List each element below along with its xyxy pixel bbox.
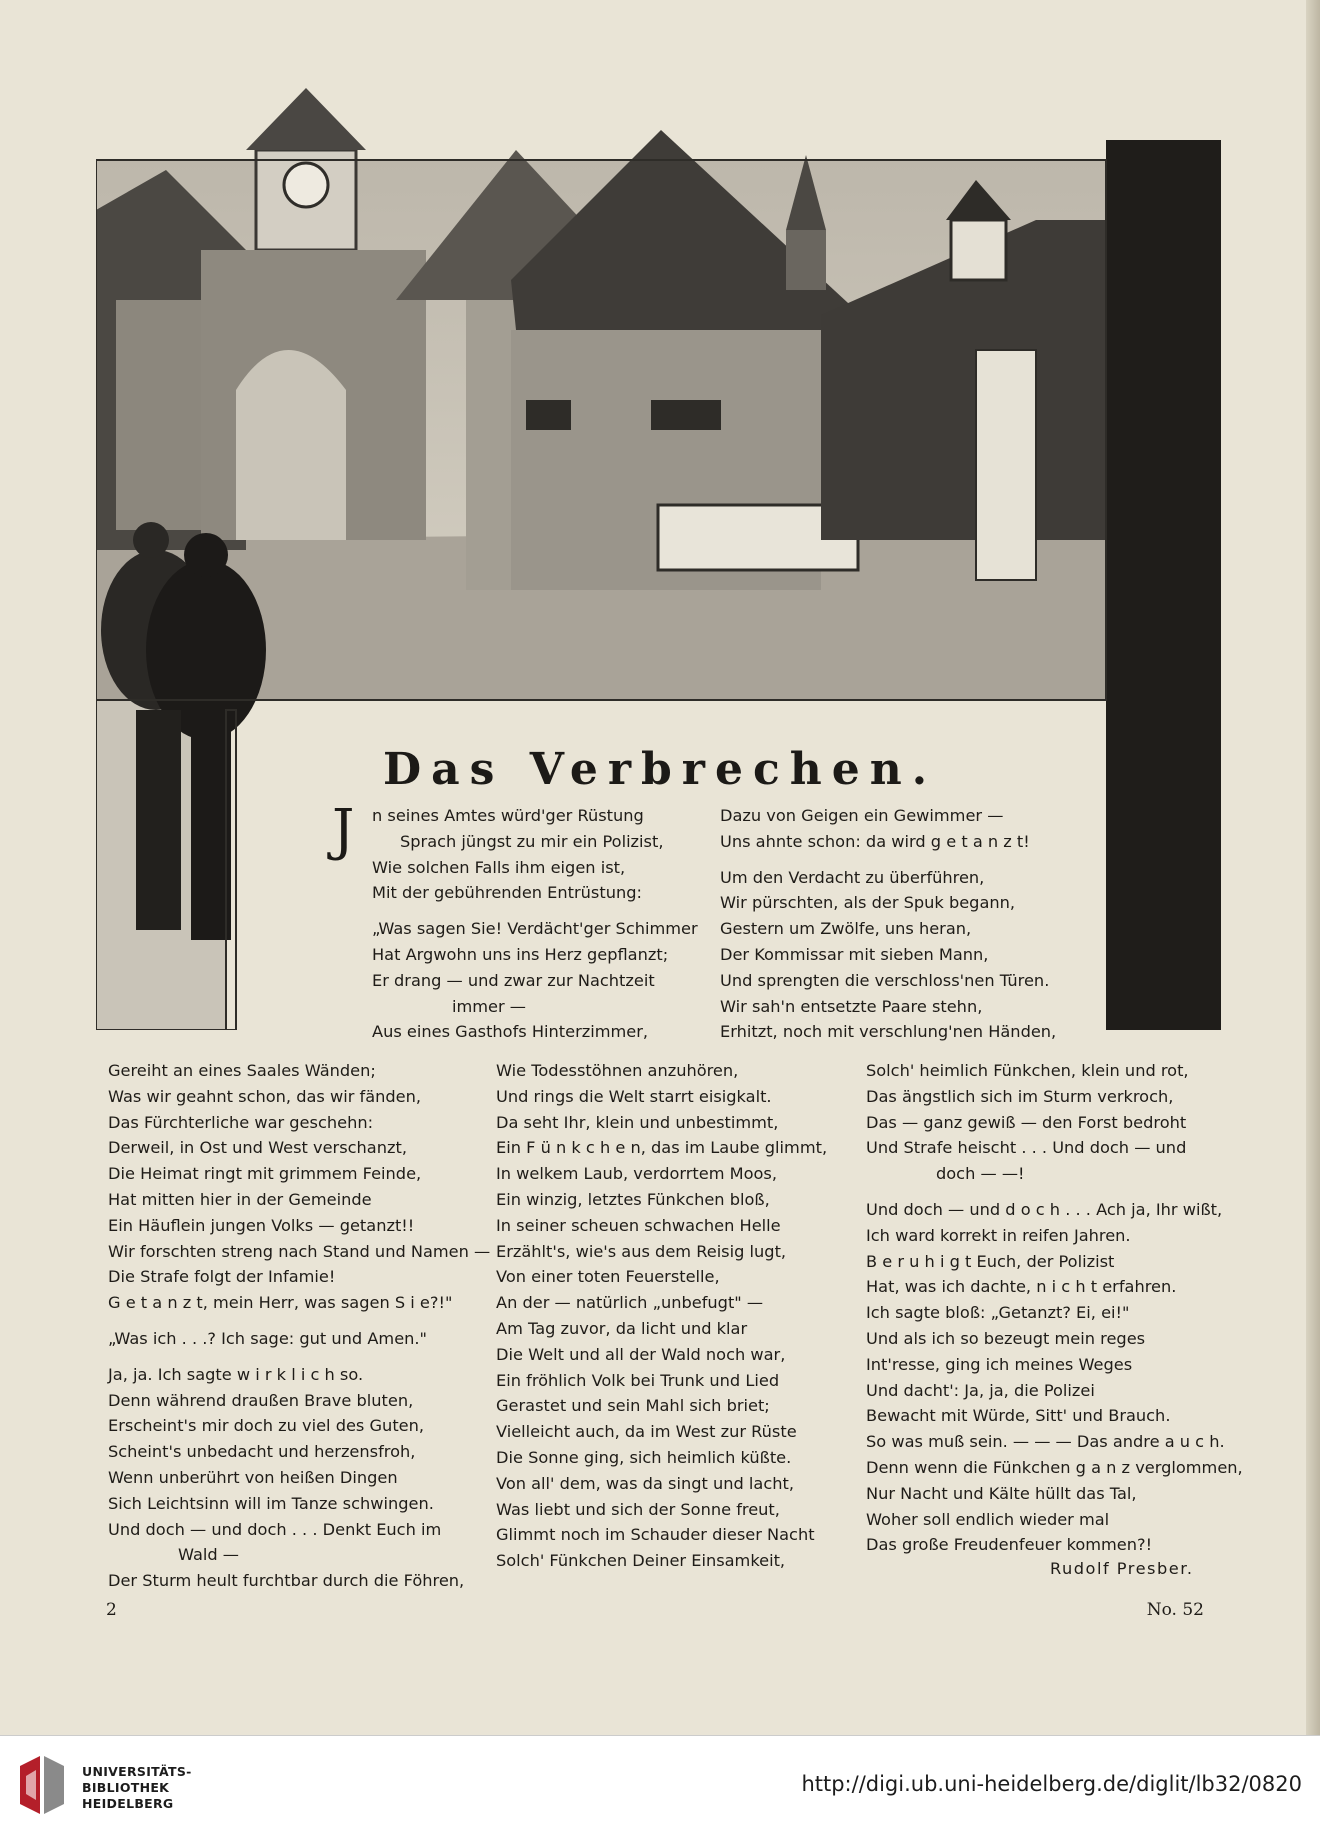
- poem-line: Die Welt und all der Wald noch war,: [496, 1344, 786, 1364]
- poem-top-left-column: [372, 803, 698, 1045]
- poem-line: Wir pürschten, als der Spuk begann,: [720, 893, 1016, 913]
- poem-line: Die Sonne ging, sich heimlich küßte.: [496, 1447, 792, 1467]
- poem-line: Sprach jüngst zu mir ein Polizist,: [400, 831, 664, 851]
- poem-line: Was wir geahnt schon, das wir fänden,: [108, 1086, 422, 1106]
- author-signature: Rudolf Presber.: [1050, 1559, 1194, 1578]
- poem-column-2: [496, 1058, 827, 1574]
- poem-title: Das Verbrechen.: [382, 744, 938, 795]
- poem-line: Wie Todesstöhnen anzuhören,: [496, 1061, 739, 1080]
- poem-line: Sich Leichtsinn will im Tanze schwingen.: [108, 1493, 434, 1513]
- poem-line: Der Kommissar mit sieben Mann,: [720, 944, 989, 964]
- poem-line: Von einer toten Feuerstelle,: [496, 1267, 720, 1287]
- poem-line: Das — ganz gewiß — den Forst bedroht: [866, 1112, 1187, 1132]
- poem-line: Aus eines Gasthofs Hinterzimmer,: [372, 1022, 649, 1042]
- poem-line: Ich sagte bloß: „Getanzt? Ei, ei!": [866, 1303, 1130, 1323]
- poem-line: [372, 906, 698, 916]
- poem-line: In seiner scheuen schwachen Helle: [496, 1215, 781, 1235]
- poem-line: Wir sah'n entsetzte Paare stehn,: [720, 996, 983, 1016]
- poem-line: Und sprengten die verschloss'nen Türen.: [720, 970, 1050, 990]
- poem-line: Und dacht': Ja, ja, die Polizei: [866, 1380, 1095, 1400]
- page-number-left: 2: [106, 1600, 117, 1620]
- poem-line: Mit der gebührenden Entrüstung:: [372, 883, 642, 903]
- poem-line: Hat Argwohn uns ins Herz gepflanzt;: [372, 944, 669, 964]
- poem-line: immer —: [452, 996, 526, 1016]
- poem-line: doch — —!: [936, 1164, 1025, 1184]
- library-logo-text[interactable]: UNIVERSITÄTS- BIBLIOTHEK HEIDELBERG: [82, 1764, 192, 1811]
- poem-line: Die Strafe folgt der Infamie!: [108, 1267, 336, 1287]
- page-spine-shadow: [1306, 0, 1320, 1735]
- library-footer-bar: [0, 1735, 1320, 1835]
- poem-line: Derweil, in Ost und West verschanzt,: [108, 1138, 407, 1158]
- poem-line: Solch' Fünkchen Deiner Einsamkeit,: [496, 1551, 786, 1571]
- poem-line: Ein F ü n k c h e n, das im Laube glimmt,: [496, 1138, 828, 1158]
- poem-column-3: [866, 1058, 1243, 1558]
- poem-line: [108, 1352, 490, 1362]
- poem-line: Denn während draußen Brave bluten,: [108, 1390, 414, 1410]
- poem-line: Und doch — und d o c h . . . Ach ja, Ihr wißt,: [866, 1199, 1223, 1219]
- poem-top-right-column: [720, 803, 1056, 1045]
- poem-line: So was muß sein. — — — Das andre a u c h.: [866, 1432, 1225, 1452]
- poem-line: Ein Häuflein jungen Volks — getanzt!!: [108, 1215, 415, 1235]
- poem-line: Vielleicht auch, da im West zur Rüste: [496, 1422, 797, 1442]
- poem-line: Ein fröhlich Volk bei Trunk und Lied: [496, 1370, 780, 1390]
- drop-cap: J: [332, 798, 355, 863]
- poem-line: Bewacht mit Würde, Sitt' und Brauch.: [866, 1406, 1171, 1426]
- poem-line: n seines Amtes würd'ger Rüstung: [372, 806, 644, 825]
- poem-line: An der — natürlich „unbefugt" —: [496, 1293, 764, 1313]
- poem-line: Das ängstlich sich im Sturm verkroch,: [866, 1086, 1174, 1106]
- poem-line: „Was ich . . .? Ich sage: gut und Amen.": [108, 1328, 428, 1348]
- page-number-right: No. 52: [1146, 1600, 1204, 1620]
- poem-line: Scheint's unbedacht und herzensfroh,: [108, 1442, 416, 1462]
- poem-line: In welkem Laub, verdorrtem Moos,: [496, 1164, 777, 1184]
- poem-line: Woher soll endlich wieder mal: [866, 1509, 1110, 1529]
- poem-line: Und rings die Welt starrt eisigkalt.: [496, 1086, 772, 1106]
- poem-line: Gestern um Zwölfe, uns heran,: [720, 919, 972, 939]
- poem-line: Was liebt und sich der Sonne freut,: [496, 1499, 780, 1519]
- poem-line: Das Fürchterliche war geschehn:: [108, 1112, 374, 1132]
- page-permalink[interactable]: http://digi.ub.uni-heidelberg.de/diglit/lb32/0820: [801, 1772, 1302, 1796]
- poem-line: Uns ahnte schon: da wird g e t a n z t!: [720, 831, 1030, 851]
- poem-line: Wenn unberührt von heißen Dingen: [108, 1467, 398, 1487]
- poem-line: Wir forschten streng nach Stand und Namen —: [108, 1241, 491, 1261]
- poem-line: Denn wenn die Fünkchen g a n z verglommen,: [866, 1457, 1243, 1477]
- poem-line: „Was sagen Sie! Verdächt'ger Schimmer: [372, 919, 698, 939]
- poem-line: Gerastet und sein Mahl sich briet;: [496, 1396, 770, 1416]
- poem-line: Dazu von Geigen ein Gewimmer —: [720, 806, 1004, 825]
- poem-line: Die Heimat ringt mit grimmem Feinde,: [108, 1164, 422, 1184]
- poem-line: Und doch — und doch . . . Denkt Euch im: [108, 1519, 442, 1539]
- poem-line: Am Tag zuvor, da licht und klar: [496, 1318, 748, 1338]
- poem-line: Der Sturm heult furchtbar durch die Föhren,: [108, 1571, 465, 1591]
- poem-line: Erscheint's mir doch zu viel des Guten,: [108, 1416, 425, 1436]
- poem-line: Glimmt noch im Schauder dieser Nacht: [496, 1525, 815, 1545]
- poem-line: G e t a n z t, mein Herr, was sagen S i e?!": [108, 1293, 453, 1313]
- poem-line: B e r u h i g t Euch, der Polizist: [866, 1251, 1115, 1271]
- poem-line: [720, 855, 1056, 865]
- library-logo-icon[interactable]: [20, 1756, 70, 1814]
- poem-line: Erhitzt, noch mit verschlung'nen Händen,: [720, 1022, 1057, 1042]
- poem-line: Von all' dem, was da singt und lacht,: [496, 1473, 794, 1493]
- poem-line: Das große Freudenfeuer kommen?!: [866, 1535, 1153, 1555]
- poem-line: Nur Nacht und Kälte hüllt das Tal,: [866, 1483, 1137, 1503]
- poem-line: Ich ward korrekt in reifen Jahren.: [866, 1225, 1131, 1245]
- poem-line: Da seht Ihr, klein und unbestimmt,: [496, 1112, 779, 1132]
- poem-line: Er drang — und zwar zur Nachtzeit: [372, 970, 655, 990]
- poem-line: [108, 1316, 490, 1326]
- poem-line: Hat mitten hier in der Gemeinde: [108, 1189, 372, 1209]
- poem-column-1: [108, 1058, 490, 1594]
- poem-line: Solch' heimlich Fünkchen, klein und rot,: [866, 1061, 1189, 1080]
- poem-line: Wie solchen Falls ihm eigen ist,: [372, 857, 626, 877]
- poem-line: Und Strafe heischt . . . Und doch — und: [866, 1138, 1187, 1158]
- poem-line: [866, 1187, 1243, 1197]
- poem-line: Um den Verdacht zu überführen,: [720, 867, 985, 887]
- poem-line: Erzählt's, wie's aus dem Reisig lugt,: [496, 1241, 787, 1261]
- poem-line: Int'resse, ging ich meines Weges: [866, 1354, 1133, 1374]
- poem-line: Gereiht an eines Saales Wänden;: [108, 1061, 376, 1080]
- poem-line: Und als ich so bezeugt mein reges: [866, 1328, 1146, 1348]
- poem-line: Ein winzig, letztes Fünkchen bloß,: [496, 1189, 770, 1209]
- poem-line: Wald —: [178, 1545, 239, 1565]
- poem-line: Hat, was ich dachte, n i c h t erfahren.: [866, 1277, 1177, 1297]
- poem-line: Ja, ja. Ich sagte w i r k l i c h so.: [108, 1364, 364, 1384]
